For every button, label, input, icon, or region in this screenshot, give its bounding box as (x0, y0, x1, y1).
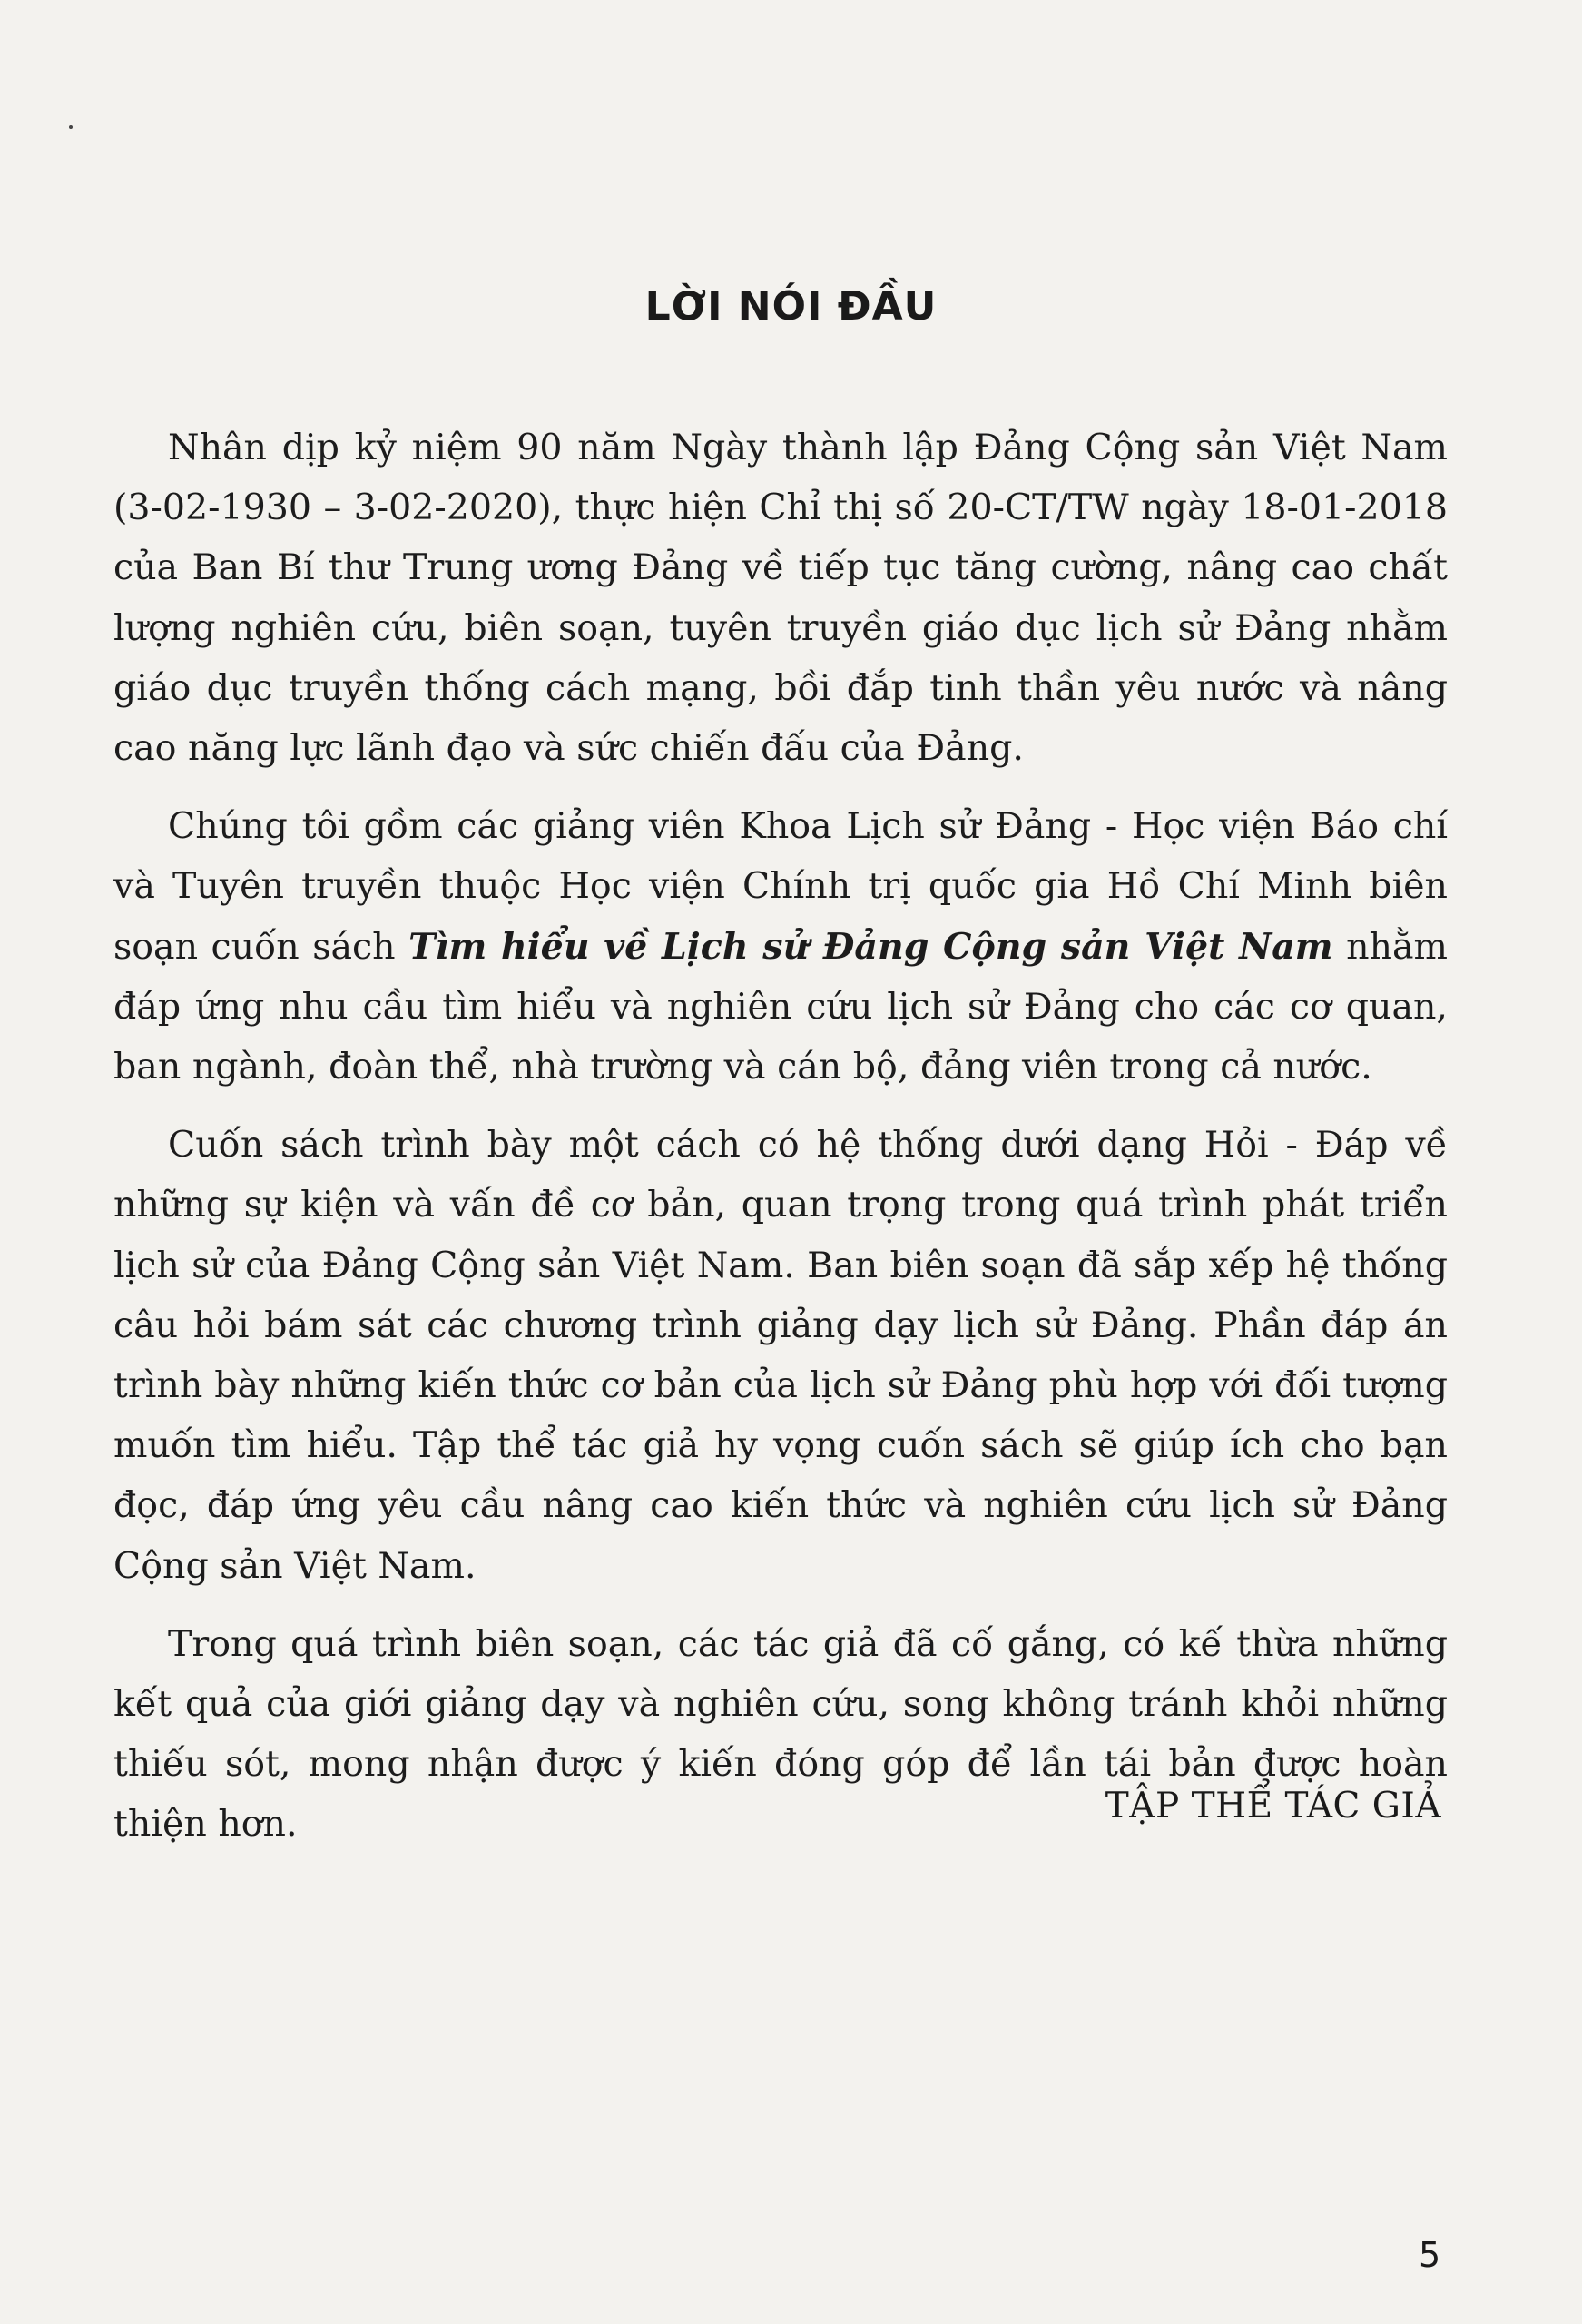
preface-body (113, 418, 1448, 1873)
paragraph-2-text-before: Chúng tôi gồm các giảng viên Khoa Lịch sử Đảng - Học viện Báo chí và Tuyên truyền thuộc Học viện Chính trị quốc gia Hồ Chí Minh biên soạn cuốn sách (113, 805, 1448, 968)
paragraph-1: Nhân dịp kỷ niệm 90 năm Ngày thành lập Đảng Cộng sản Việt Nam (3-02-1930 – 3-02-2020), thực hiện Chỉ thị số 20-CT/TW ngày 18-01-2018 của Ban Bí thư Trung ương Đảng về tiếp tục tăng cường, nâng cao chất lượng nghiên cứu, biên soạn, tuyên truyền giáo dục lịch sử Đảng nhằm giáo dục truyền thống cách mạng, bồi đắp tinh thần yêu nước và nâng cao năng lực lãnh đạo và sức chiến đấu của Đảng. (113, 427, 1448, 770)
paragraph-2 (113, 796, 1448, 1097)
page-title: LỜI NÓI ĐẦU (644, 283, 938, 330)
author-signature: TẬP THỂ TÁC GIẢ (1105, 1786, 1441, 1827)
page-number: 5 (1419, 2235, 1441, 2275)
paragraph-4: Trong quá trình biên soạn, các tác giả đã cố gắng, có kế thừa những kết quả của giới giảng dạy và nghiên cứu, song không tránh khỏi những thiếu sót, mong nhận được ý kiến đóng góp để lần tái bản được hoàn thiện hơn. (113, 1622, 1448, 1846)
paper-speck (69, 125, 73, 129)
paragraph-2-text-after: nhằm đáp ứng nhu cầu tìm hiểu và nghiên cứu lịch sử Đảng cho các cơ quan, ban ngành, đoàn thể, nhà trường và cán bộ, đảng viên trong cả nước. (113, 925, 1448, 1088)
book-title: Tìm hiểu về Lịch sử Đảng Cộng sản Việt Nam (408, 925, 1333, 968)
paragraph-3: Cuốn sách trình bày một cách có hệ thống dưới dạng Hỏi - Đáp về những sự kiện và vấn đề cơ bản, quan trọng trong quá trình phát triển lịch sử của Đảng Cộng sản Việt Nam. Ban biên soạn đã sắp xếp hệ thống câu hỏi bám sát các chương trình giảng dạy lịch sử Đảng. Phần đáp án trình bày những kiến thức cơ bản của lịch sử Đảng phù hợp với đối tượng muốn tìm hiểu. Tập thể tác giả hy vọng cuốn sách sẽ giúp ích cho bạn đọc, đáp ứng yêu cầu nâng cao kiến thức và nghiên cứu lịch sử Đảng Cộng sản Việt Nam. (113, 1124, 1448, 1587)
